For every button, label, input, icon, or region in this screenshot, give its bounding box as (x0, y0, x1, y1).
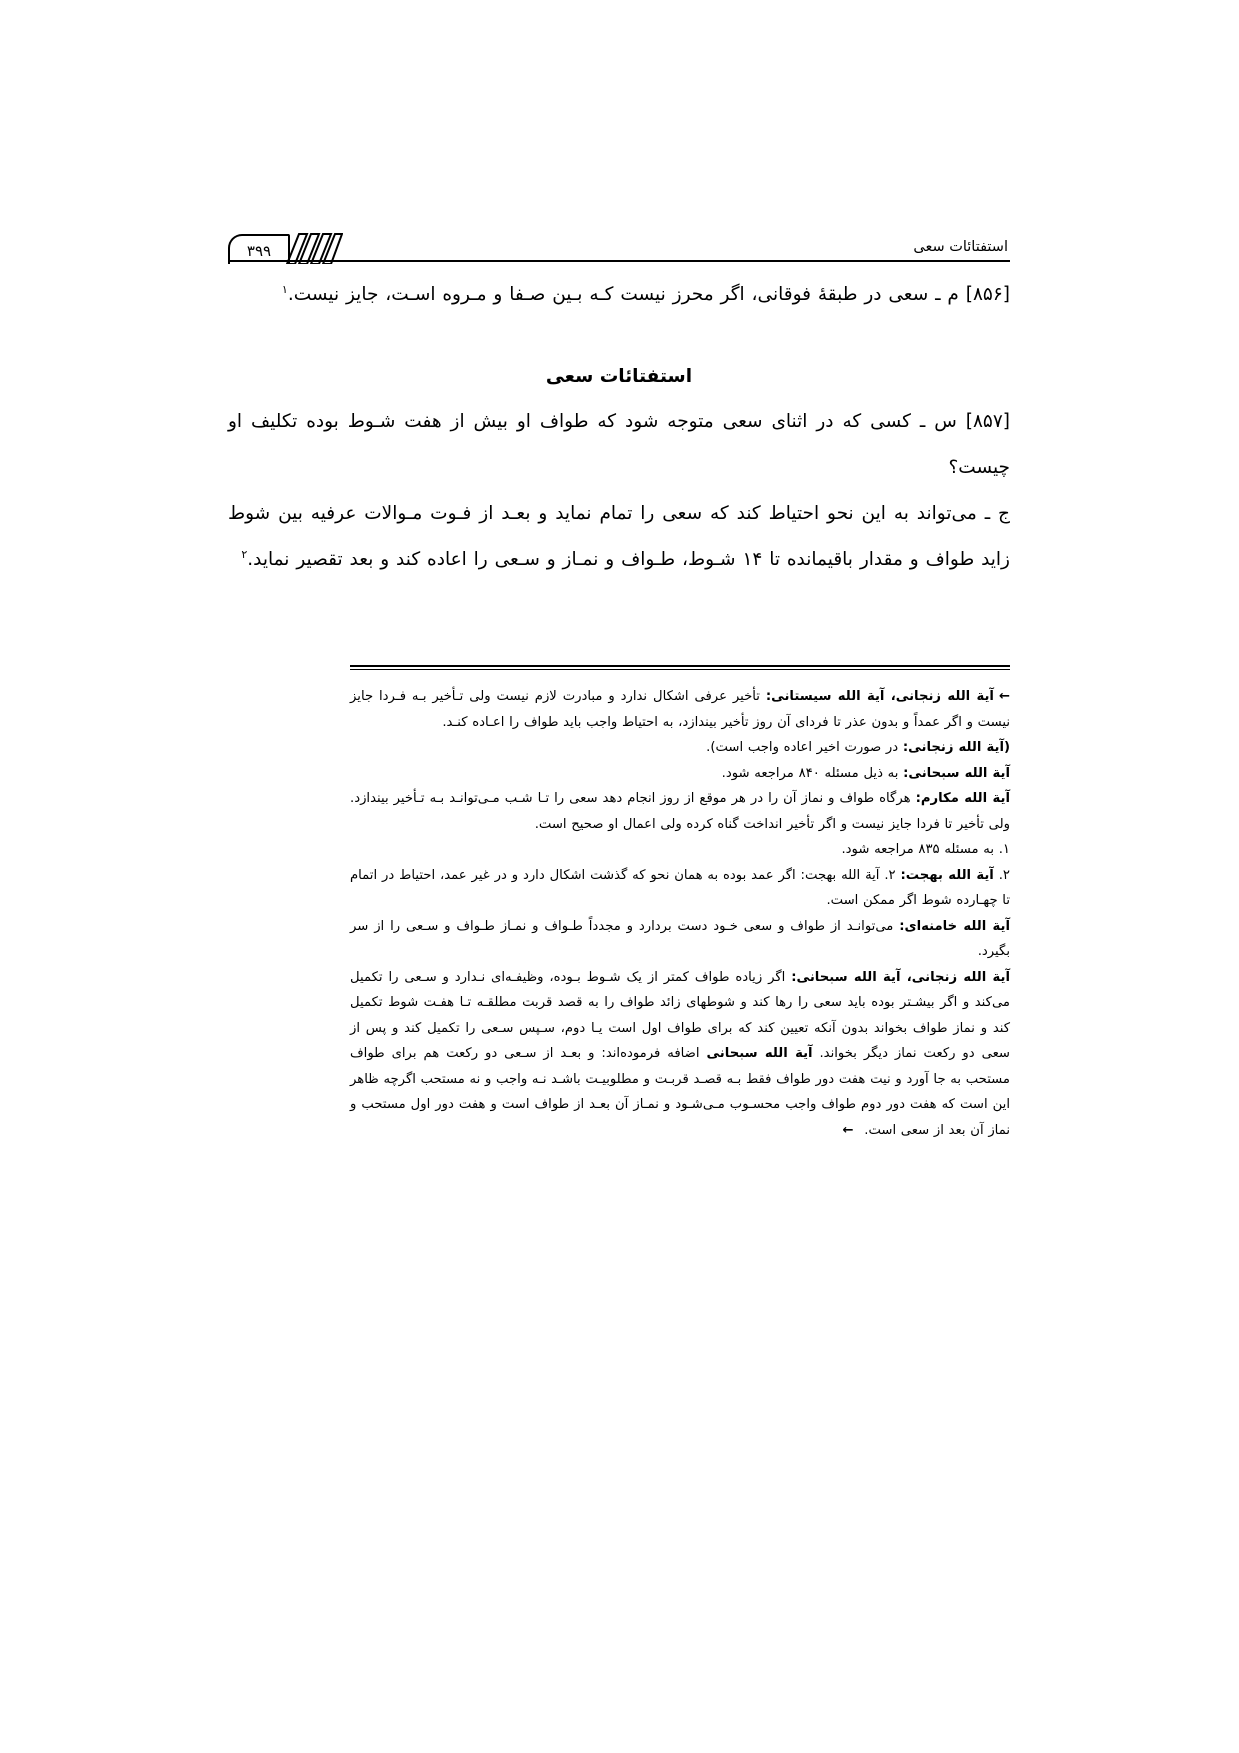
footnote-2-authority: آیة الله بهجت: (900, 867, 994, 883)
footnote-2-text: ۲. آیة الله بهجت: اگر عمد بوده به همان نحو که گذشت اشکال دارد و در غیر عمد، احتیاط در اتمام تا چهـارده شوط اگر ممکن است. (350, 867, 1010, 908)
footnote-text-4: هرگاه طواف و نماز آن را در هر موقع از روز انجام دهد سعی را تـا شـب مـی‌توانـد بـه تـأخیر بیندازد. ولی تأخیر تا فردا جایز نیست و اگر تأخیر انداخت گناه کرده ولی اعمال او صحیح است. (350, 791, 1010, 832)
masalah-856-paragraph (228, 272, 1010, 318)
footnote-block (350, 684, 1010, 1143)
spacer (228, 318, 1010, 336)
running-header-title: استفتائات سعی (913, 239, 1008, 255)
decorative-slashes-icon (283, 232, 343, 264)
answer-857-text: ج ـ می‌تواند به این نحو احتیاط کند که سعی را تمام نماید و بعـد از فـوت مـوالات عرفیه بین شوط زاید طواف و مقدار باقیمانده تا ۱۴ شـوط، طـواف و نمـاز و سـعی را اعاده کند و بعد تقصیر نماید. (228, 503, 1010, 570)
section-heading: استفتائات سعی (545, 366, 693, 387)
folio-tab (228, 230, 346, 264)
footnote-authority-4: آیة الله مکارم: (915, 791, 1010, 806)
footnote-1 (350, 837, 1010, 863)
footnote-2b-authority: آیة الله خامنه‌ای: (899, 918, 1010, 934)
footnote-continuation-2 (350, 735, 1010, 761)
page-body (228, 272, 1010, 583)
footnote-ref-1: ۱ (281, 282, 288, 296)
answer-857-paragraph (228, 491, 1010, 583)
footnote-2d-authority: آیة الله سبحانی (706, 1046, 813, 1061)
footnote-2b-text: می‌توانـد از طواف و سعی خـود دست بردارد و مجدداً طـواف و نمـاز طـواف و سـعی را از سر بگیرد. (350, 918, 1010, 959)
footnote-authority-1: آیة الله زنجانی، آیة الله سیستانی: (765, 689, 994, 704)
footnote-text-3: به ذیل مسئله ۸۴۰ مراجعه شود. (721, 765, 899, 781)
footnote-authority-3: آیة الله سبحانی: (903, 765, 1010, 781)
footnote-continuation-1 (350, 684, 1010, 735)
footnote-2c-authority: آیة الله زنجانی، آیة الله سبحانی: (791, 969, 1011, 985)
page-header (228, 218, 1010, 262)
footnote-continuation-4 (350, 786, 1010, 837)
footnote-1-text: ۱. به مسئله ۸۳۵ مراجعه شود. (841, 842, 1010, 857)
footnote-separator (350, 665, 1010, 670)
footnote-2c-text: اگر زیاده طواف کمتر از یک شـوط بـوده، وظیفـه‌ای نـدارد و سـعی را تکمیل می‌کند و اگر بیشـتر بوده باید سعی را رها کند و شوطهای زائد طواف را به قصد قربت مطلقـه تـا هفـت شوط تکمیل کند و نماز طواف بخواند بدون آنکه تعیین کند که برای طواف اول است یـا دوم، سـپس سـعی را تکمیل کند و پس از سعی دو رکعت نماز دیگر بخواند. (350, 969, 1010, 1061)
footnote-authority-2: (آیة الله زنجانی: (902, 740, 1010, 755)
page-number: ۳۹۹ (246, 242, 272, 260)
footnote-text-1: تأخیر عرفی اشکال ندارد و مبادرت لازم نیست ولی تـأخیر بـه فـردا جایز نیست و اگر عمداً و بدون عذر تا فردای آن روز تأخیر بیندازد، به احتیاط واجب باید طواف را اعـاده کنـد. (350, 689, 1010, 730)
continuation-arrow-icon: ← (998, 689, 1011, 704)
footnote-ref-2: ۲ (241, 547, 248, 561)
question-857-paragraph: [۸۵۷] س ـ کسی که در اثنای سعی متوجه شود که طواف او بیش از هفت شـوط بوده تکلیف او چیست؟ (228, 411, 1010, 478)
footnote-2c (350, 965, 1010, 1144)
footnote-2d-text: اضافه فرموده‌اند: و بعـد از سـعی دو رکعت هم برای طواف مستحب به جا آورد و نیت هفت دور طواف فقط بـه قصـد قربـت و مطلوبیـت باشـد نـه واجب و نه مستحب اگرچه ظاهر این است که هفت دور دوم طواف واجب محسـوب مـی‌شـود و نمـاز آن بعـد از طواف است و هفت دور اول مستحب و نماز آن بعد از سعی است. (350, 1046, 1010, 1138)
document-page (228, 0, 1010, 1753)
masalah-856-text: [۸۵۶] م ـ سعی در طبقهٔ فوقانی، اگر محرز نیست کـه بـین صـفا و مـروه اسـت، جایز نیست. (287, 284, 1010, 305)
continuation-arrow-end-icon: ← (842, 1122, 854, 1138)
footnote-continuation-3 (350, 761, 1010, 787)
footnote-2b (350, 914, 1010, 965)
footnote-2-number: ۲. (998, 867, 1010, 883)
footnote-text-2: در صورت اخیر اعاده واجب است). (706, 740, 899, 755)
footnote-2 (350, 863, 1010, 914)
